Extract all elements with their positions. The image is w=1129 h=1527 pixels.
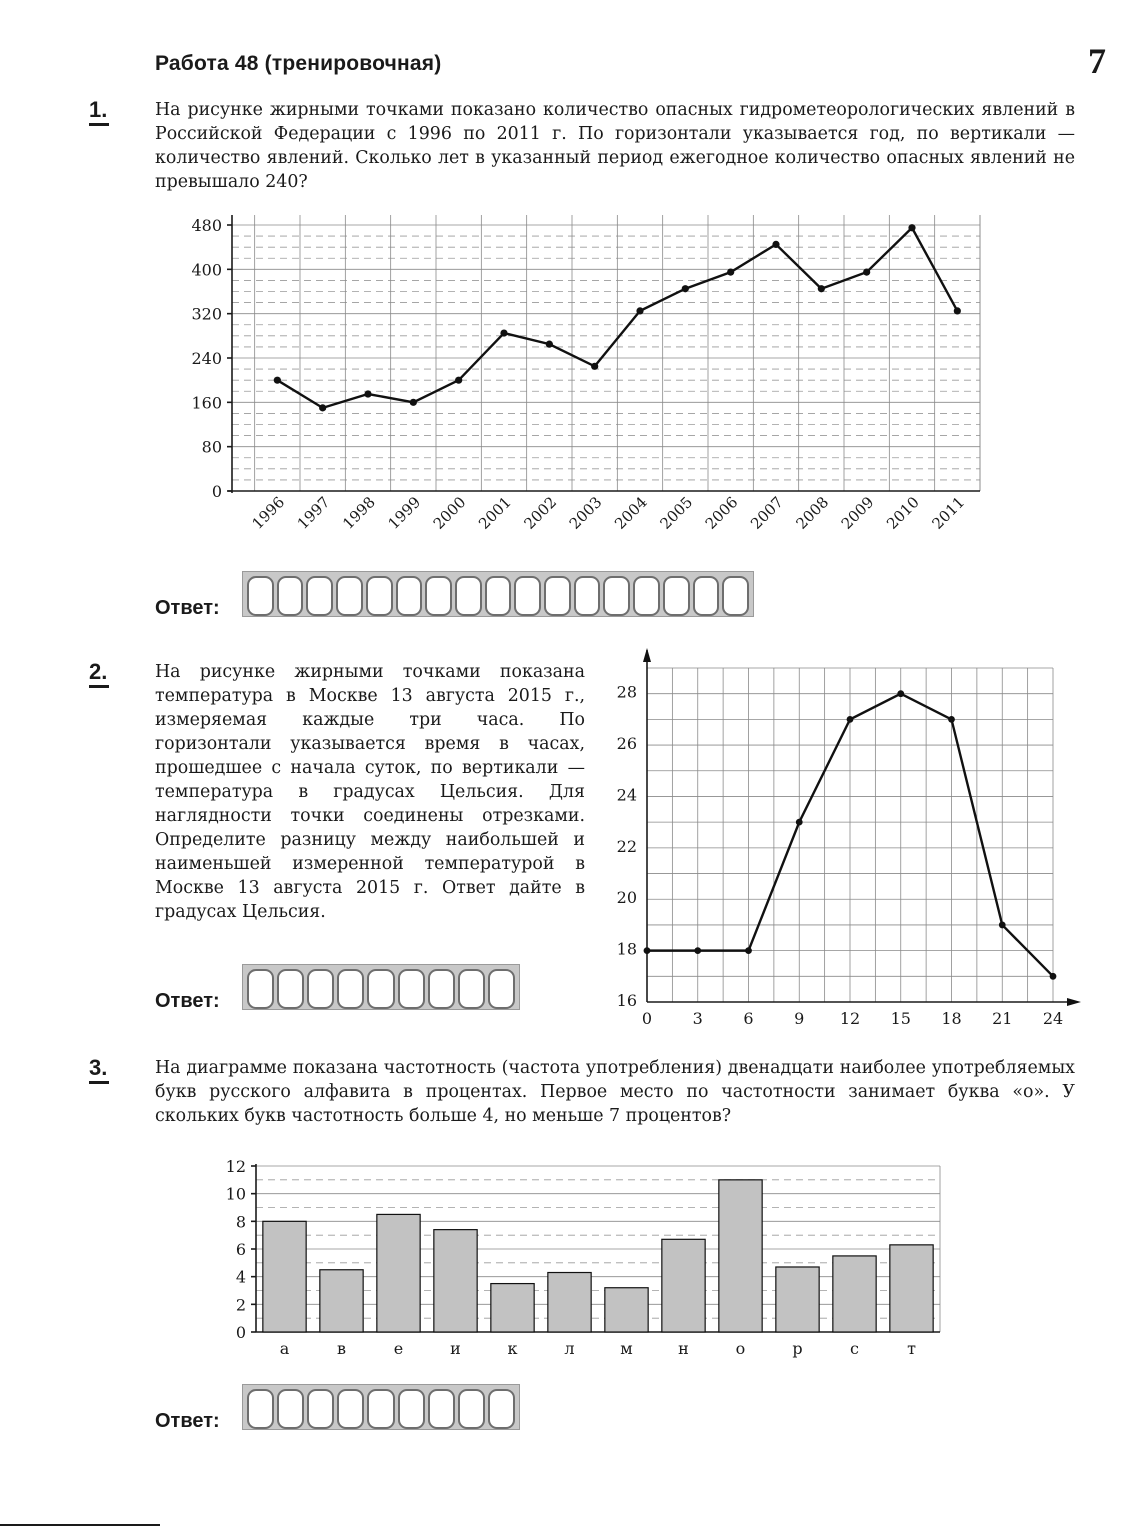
chart-2-moscow-temperature [595, 640, 1095, 1035]
data-point [897, 690, 904, 697]
x-tick-label: 2004 [611, 493, 651, 533]
y-tick-label: 80 [201, 437, 222, 457]
y-tick-label: 28 [616, 682, 637, 702]
answer-cell[interactable] [722, 576, 749, 616]
data-point [863, 269, 870, 276]
y-tick-label: 24 [616, 785, 637, 805]
data-point [745, 947, 752, 954]
x-tick-label: е [393, 1339, 404, 1358]
answer-cell[interactable] [485, 576, 512, 616]
x-tick-label: в [336, 1339, 347, 1358]
y-tick-label: 12 [225, 1157, 246, 1176]
answer-box-1[interactable] [242, 571, 754, 617]
y-tick-label: 10 [225, 1184, 246, 1204]
answer-cell[interactable] [277, 1389, 304, 1429]
y-tick-label: 8 [235, 1212, 246, 1232]
answer-cell[interactable] [425, 576, 452, 616]
x-tick-label: 2002 [520, 493, 561, 533]
answer-cell[interactable] [366, 576, 393, 616]
x-tick-label: м [620, 1339, 633, 1358]
x-tick-label: т [907, 1339, 916, 1358]
answer-cell[interactable] [574, 576, 601, 616]
y-tick-label: 26 [616, 734, 637, 754]
x-tick-label: 1996 [248, 493, 289, 533]
x-tick-label: с [850, 1339, 859, 1358]
answer-cell[interactable] [398, 1389, 425, 1429]
answer-cell[interactable] [247, 1389, 274, 1429]
data-point [319, 404, 326, 411]
answer-cell[interactable] [603, 576, 630, 616]
answer-cell[interactable] [663, 576, 690, 616]
bar [833, 1256, 876, 1332]
y-tick-label: 2 [235, 1295, 246, 1315]
page-bottom-rule [0, 1524, 160, 1526]
x-tick-label: а [279, 1339, 290, 1358]
answer-label-2: Ответ: [155, 990, 220, 1012]
data-point [954, 307, 961, 314]
bar [890, 1245, 933, 1332]
x-tick-label: 2005 [656, 493, 697, 533]
answer-box-3[interactable] [242, 1384, 520, 1430]
data-point [274, 377, 281, 384]
x-tick-label: и [450, 1339, 461, 1358]
data-point [546, 341, 553, 348]
answer-cell[interactable] [396, 576, 423, 616]
x-tick-label: 2001 [475, 493, 515, 533]
x-tick-label: 12 [839, 1009, 861, 1028]
y-tick-label: 480 [191, 216, 222, 235]
y-axis-arrow [643, 648, 651, 662]
page-number: 7 [1088, 41, 1106, 81]
answer-cell[interactable] [455, 576, 482, 616]
answer-label-1: Ответ: [155, 597, 220, 619]
x-tick-label: 2003 [565, 493, 606, 533]
answer-cell[interactable] [544, 576, 571, 616]
answer-cell[interactable] [458, 1389, 485, 1429]
task-2-text: На рисунке жирными точками показана температура в Москве 13 августа 2015 г., измеряемая каждые три часа. По горизонтали указывается время в часах, прошедшее с начала суток, по вертикали — температура в градусах Цельсия. Для наглядности точки соединены отрезками. Определите разницу между наибольшей и наименьшей измеренной температурой в Москве 13 августа 2015 г. Ответ дайте в градусах Цельсия. [155, 662, 585, 922]
bar [320, 1270, 363, 1332]
data-point [644, 947, 651, 954]
data-point [364, 390, 371, 397]
task-3-text: На диаграмме показана частотность (частота употребления) двенадцати наиболее употребляемых букв русского алфавита в процентах. Первое место по частотности занимает буква «о». У скольких букв частотность больше 4, но меньше 7 процентов? [155, 1058, 1075, 1126]
answer-cell[interactable] [337, 1389, 364, 1429]
y-tick-label: 22 [616, 836, 637, 856]
answer-cell[interactable] [693, 576, 720, 616]
page-title: Работа 48 (тренировочная) [155, 52, 442, 75]
data-point [500, 329, 507, 336]
answer-cell[interactable] [367, 1389, 394, 1429]
data-point [591, 363, 598, 370]
y-tick-label: 6 [235, 1240, 246, 1259]
task-1-number: 1. [89, 98, 109, 126]
x-tick-label: 2007 [747, 493, 787, 533]
bar [548, 1273, 591, 1332]
data-point [636, 307, 643, 314]
x-tick-label: 3 [692, 1009, 703, 1028]
x-tick-label: 24 [1042, 1009, 1064, 1028]
y-tick-label: 0 [211, 482, 222, 501]
x-tick-label: 6 [743, 1009, 754, 1028]
answer-cell[interactable] [633, 576, 660, 616]
bar [377, 1214, 420, 1332]
bar [491, 1284, 534, 1332]
answer-cell[interactable] [488, 969, 515, 1009]
answer-cell[interactable] [367, 969, 394, 1009]
x-tick-label: 2011 [928, 493, 969, 533]
answer-label-3: Ответ: [155, 1410, 220, 1432]
data-point [818, 285, 825, 292]
answer-cell[interactable] [488, 1389, 515, 1429]
y-tick-label: 16 [616, 991, 637, 1010]
answer-cell[interactable] [307, 1389, 334, 1429]
answer-cell[interactable] [306, 576, 333, 616]
answer-cell[interactable] [247, 969, 274, 1009]
x-tick-label: к [507, 1339, 518, 1358]
bar [662, 1239, 705, 1332]
data-point [455, 377, 462, 384]
y-tick-label: 400 [191, 260, 222, 280]
task-1-text: На рисунке жирными точками показано количество опасных гидрометеорологических явлений в Российской Федерации с 1996 по 2011 г. По горизонтали указывается год, по вертикали — количество явлений. Сколько лет в указанный период ежегодное количество опасных явлений не превышало 240? [155, 100, 1075, 192]
x-tick-label: 1997 [293, 493, 334, 533]
answer-cell[interactable] [247, 576, 274, 616]
data-point [1050, 973, 1057, 980]
y-tick-label: 240 [191, 349, 222, 368]
x-tick-label: 2000 [429, 493, 470, 533]
data-point [694, 947, 701, 954]
x-tick-label: 1998 [339, 493, 379, 533]
x-tick-label: 2006 [701, 493, 742, 533]
x-tick-label: л [564, 1339, 575, 1358]
x-tick-label: р [792, 1339, 803, 1358]
x-tick-label: 2009 [837, 493, 878, 533]
x-tick-label: 21 [992, 1009, 1013, 1028]
task-2-number: 2. [89, 660, 109, 688]
data-point [682, 285, 689, 292]
y-tick-label: 320 [191, 304, 222, 324]
x-tick-label: о [735, 1339, 746, 1358]
x-tick-label: 18 [941, 1009, 962, 1028]
bar [719, 1180, 762, 1332]
data-point [948, 716, 955, 723]
x-tick-label: н [678, 1339, 689, 1358]
x-tick-label: 9 [794, 1009, 805, 1028]
answer-cell[interactable] [277, 969, 304, 1009]
bar [605, 1288, 648, 1332]
answer-cell[interactable] [336, 576, 363, 616]
data-point [908, 224, 915, 231]
x-tick-label: 1999 [384, 493, 425, 533]
data-point [410, 399, 417, 406]
task-3-number: 3. [89, 1056, 109, 1084]
x-tick-label: 0 [641, 1009, 653, 1028]
x-axis-arrow [1067, 998, 1081, 1006]
y-tick-label: 0 [235, 1323, 246, 1342]
data-point [772, 241, 779, 248]
answer-cell[interactable] [398, 969, 425, 1009]
data-point [796, 819, 803, 826]
answer-cell[interactable] [337, 969, 364, 1009]
chart-1-hazardous-events [170, 205, 990, 565]
y-tick-label: 20 [616, 888, 637, 908]
y-tick-label: 18 [616, 939, 637, 959]
answer-cell[interactable] [514, 576, 541, 616]
x-tick-label: 2010 [883, 493, 923, 533]
y-tick-label: 4 [235, 1267, 246, 1287]
y-tick-label: 160 [191, 393, 222, 413]
x-tick-label: 2008 [792, 493, 833, 533]
chart-3-letter-frequency [210, 1150, 960, 1360]
data-point [999, 922, 1006, 929]
answer-cell[interactable] [277, 576, 304, 616]
bar [263, 1221, 306, 1332]
answer-cell[interactable] [307, 969, 334, 1009]
answer-box-2[interactable] [242, 964, 520, 1010]
answer-cell[interactable] [428, 969, 455, 1009]
bar [776, 1267, 819, 1332]
bar [434, 1230, 477, 1332]
data-point [847, 716, 854, 723]
answer-cell[interactable] [458, 969, 485, 1009]
x-tick-label: 15 [890, 1009, 911, 1028]
data-point [727, 269, 734, 276]
answer-cell[interactable] [428, 1389, 455, 1429]
